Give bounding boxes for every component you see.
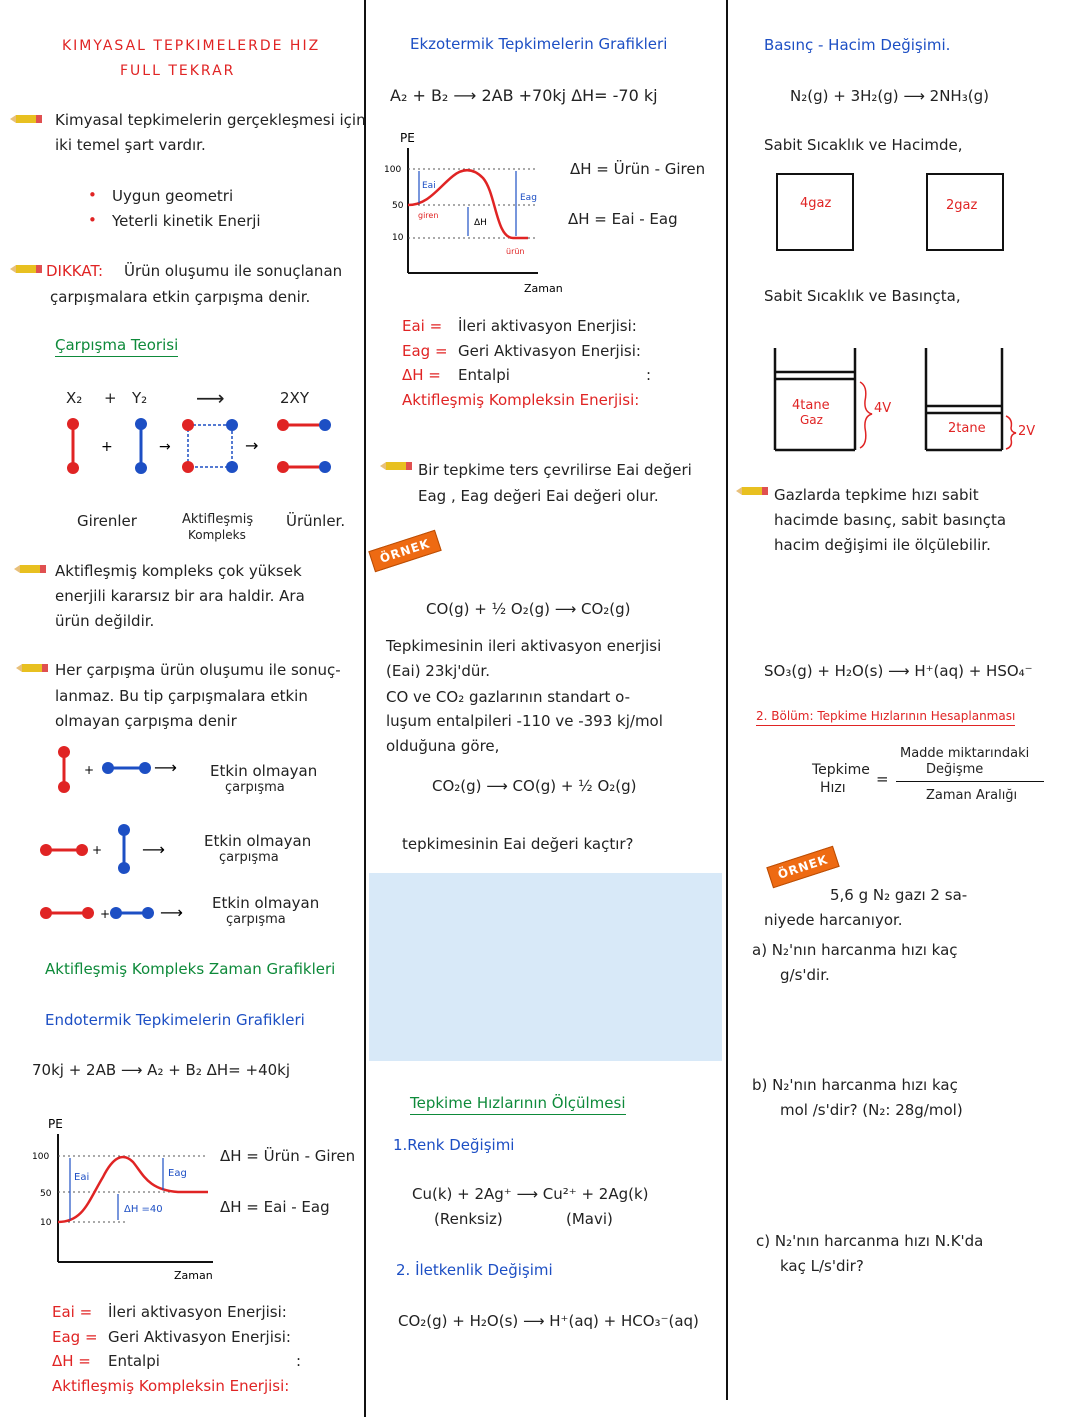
gaz-line-3: hacim değişimi ile ölçülebilir.	[774, 536, 991, 554]
ornek-text-2: (Eai) 23kj'dür.	[386, 662, 490, 680]
def-colon: :	[296, 1352, 302, 1370]
def-eag-val-2: Geri Aktivasyon Enerjisi:	[458, 342, 641, 360]
ornek-question: tepkimesinin Eai değeri kaçtır?	[402, 835, 634, 853]
etkin-label-2a: Etkin olmayan	[204, 832, 312, 850]
def-eai-val: İleri aktivasyon Enerjisi:	[108, 1303, 287, 1321]
etkin-label-1a: Etkin olmayan	[210, 762, 318, 780]
cyl-2-label: 2tane	[948, 421, 986, 436]
label-aktif-2: Kompleks	[188, 528, 246, 542]
exo-tick-10: 10	[392, 233, 404, 243]
question-c-1: c) N₂'nın harcanma hızı N.K'da	[756, 1232, 984, 1250]
exo-tick-50: 50	[392, 201, 404, 211]
sabit-basinc: Sabit Sıcaklık ve Basınçta,	[764, 287, 961, 305]
hiz-equals: =	[876, 770, 889, 788]
column-divider-1	[364, 0, 366, 1417]
ineffective-collision-2	[38, 822, 188, 878]
def-eag-key: Eag =	[52, 1328, 98, 1346]
bullet-geometri: Uygun geometri	[112, 187, 234, 205]
pencil-icon	[380, 460, 414, 472]
basinc-title: Basınç - Hacim Değişimi.	[764, 36, 951, 54]
ornek-text-4: luşum entalpileri -110 ve -393 kj/mol	[386, 712, 663, 730]
cyl-1-label-b: Gaz	[800, 413, 823, 427]
n2-equation: N₂(g) + 3H₂(g) ⟶ 2NH₃(g)	[790, 87, 989, 105]
question-a-2: g/s'dir.	[780, 966, 830, 984]
sabit-hacim: Sabit Sıcaklık ve Hacimde,	[764, 136, 963, 154]
svg-text:+: +	[100, 907, 111, 921]
exo-eag: Eag	[520, 193, 537, 203]
pencil-icon	[10, 263, 44, 275]
exo-eai: Eai	[422, 181, 436, 191]
example-line-1: 5,6 g N₂ gazı 2 sa-	[830, 886, 968, 904]
page-title: KIMYASAL TEPKIMELERDE HIZ	[62, 38, 321, 54]
label-urunler: Ürünler.	[286, 512, 346, 530]
svg-text:⟶: ⟶	[154, 758, 177, 777]
svg-text:⟶: ⟶	[160, 903, 183, 922]
question-b-1: b) N₂'nın harcanma hızı kaç	[752, 1076, 958, 1094]
ornek-text-3: CO ve CO₂ gazlarının standart o-	[386, 688, 631, 706]
svg-text:→: →	[245, 436, 259, 455]
hiz-numerator-2: Değişme	[926, 762, 984, 777]
pencil-icon	[16, 662, 50, 674]
column-divider-2	[726, 0, 728, 1400]
endo-eai: Eai	[74, 1172, 90, 1183]
eq-y2: Y₂	[132, 389, 148, 407]
renk-sub-1: (Renksiz)	[434, 1210, 503, 1228]
def-eai-key-2: Eai =	[402, 317, 443, 335]
exo-urun: ürün	[506, 247, 525, 256]
etkin-label-1b: çarpışma	[225, 780, 285, 795]
her-line-1: Her çarpışma ürün oluşumu ile sonuç-	[55, 661, 341, 679]
example-line-2: niyede harcanıyor.	[764, 911, 903, 929]
def-eag-key-2: Eag =	[402, 342, 448, 360]
svg-text:+: +	[84, 763, 95, 777]
eq-x2: X₂	[66, 389, 83, 407]
renk-sub-2: (Mavi)	[566, 1210, 613, 1228]
ineffective-collision-3	[38, 898, 188, 928]
her-line-3: olmayan çarpışma denir	[55, 712, 237, 730]
collision-diagram	[55, 410, 345, 480]
aktif-note-2: enerjili kararsız bir ara haldir. Ara	[55, 587, 305, 605]
endo-pe-label: PE	[48, 1117, 63, 1131]
exo-giren: giren	[418, 211, 439, 220]
pencil-icon	[736, 485, 770, 497]
cyl-1-label-a: 4tane	[792, 398, 830, 413]
intro-line-1: Kimyasal tepkimelerin gerçekleşmesi için	[55, 111, 366, 129]
eq-arrow: ⟶	[196, 386, 225, 410]
endo-formula-2: ΔH = Eai - Eag	[220, 1198, 330, 1216]
ters-line-2: Eag , Eag değeri Eai değeri olur.	[418, 487, 659, 505]
hiz-numerator-1: Madde miktarındaki	[900, 746, 1030, 761]
gas-box-1	[776, 173, 854, 251]
def-dh-key: ΔH =	[52, 1352, 91, 1370]
so3-equation: SO₃(g) + H₂O(s) ⟶ H⁺(aq) + HSO₄⁻	[764, 662, 1033, 680]
bullet-dot-1: •	[88, 186, 97, 204]
dikkat-label: DIKKAT:	[46, 262, 104, 280]
olcum-title: Tepkime Hızlarının Ölçülmesi	[410, 1094, 626, 1115]
dikkat-line-1: Ürün oluşumu ile sonuçlanan	[124, 262, 343, 280]
exo-title: Ekzotermik Tepkimelerin Grafikleri	[410, 35, 668, 53]
page-subtitle: FULL TEKRAR	[120, 63, 236, 79]
aktif-note-3: ürün değildir.	[55, 612, 155, 630]
eq-2xy: 2XY	[280, 389, 309, 407]
hiz-fraction-bar	[896, 781, 1044, 782]
ornek-badge: ÖRNEK	[368, 530, 441, 573]
dikkat-line-2: çarpışmalara etkin çarpışma denir.	[50, 288, 311, 306]
endothermic-graph	[28, 1112, 218, 1287]
aktif-graf-title: Aktifleşmiş Kompleks Zaman Grafikleri	[45, 960, 336, 978]
renk-title: 1.Renk Değişimi	[393, 1136, 515, 1154]
def-aktif-2: Aktifleşmiş Kompleksin Enerjisi:	[402, 391, 640, 409]
exo-formula-1: ΔH = Ürün - Giren	[570, 160, 706, 178]
pencil-icon	[10, 113, 44, 125]
svg-text:⟶: ⟶	[142, 840, 165, 859]
def-dh-val: Entalpi	[108, 1352, 160, 1370]
renk-equation: Cu(k) + 2Ag⁺ ⟶ Cu²⁺ + 2Ag(k)	[412, 1185, 649, 1203]
exo-zaman: Zaman	[524, 282, 563, 295]
ineffective-collision-1	[50, 742, 190, 802]
def-eai-val-2: İleri aktivasyon Enerjisi:	[458, 317, 637, 335]
gas-box-2-label: 2gaz	[946, 198, 978, 213]
label-girenler: Girenler	[77, 512, 137, 530]
svg-text:+: +	[92, 843, 103, 857]
label-aktif-1: Aktifleşmiş	[182, 512, 254, 527]
iletken-equation: CO₂(g) + H₂O(s) ⟶ H⁺(aq) + HCO₃⁻(aq)	[398, 1312, 699, 1330]
ornek-text-1: Tepkimesinin ileri aktivasyon enerjisi	[386, 637, 662, 655]
gaz-line-1: Gazlarda tepkime hızı sabit	[774, 486, 979, 504]
exo-pe-label: PE	[400, 131, 415, 145]
gaz-line-2: hacimde basınç, sabit basınçta	[774, 511, 1007, 529]
ornek-eq-2: CO₂(g) ⟶ CO(g) + ½ O₂(g)	[432, 777, 637, 795]
question-c-2: kaç L/s'dir?	[780, 1257, 864, 1275]
hiz-left-1: Tepkime	[812, 762, 870, 778]
pencil-icon	[14, 563, 48, 575]
her-line-2: lanmaz. Bu tip çarpışmalara etkin	[55, 687, 308, 705]
ters-line-1: Bir tepkime ters çevrilirse Eai değeri	[418, 461, 692, 479]
endo-tick-50: 50	[40, 1189, 52, 1199]
def-colon-2: :	[646, 366, 652, 384]
question-a-1: a) N₂'nın harcanma hızı kaç	[752, 941, 958, 959]
endo-tick-100: 100	[32, 1152, 50, 1162]
svg-text:→: →	[159, 439, 171, 455]
hiz-left-2: Hızı	[820, 780, 846, 796]
def-dh-key-2: ΔH =	[402, 366, 441, 384]
exothermic-graph	[378, 128, 563, 298]
answer-box	[369, 873, 722, 1061]
etkin-label-3a: Etkin olmayan	[212, 894, 320, 912]
ornek-text-5: olduğuna göre,	[386, 737, 500, 755]
endo-eag: Eag	[168, 1168, 187, 1179]
carpisma-teorisi-title: Çarpışma Teorisi	[55, 336, 178, 357]
question-b-2: mol /s'dir? (N₂: 28g/mol)	[780, 1101, 963, 1119]
bullet-dot-2: •	[88, 211, 97, 229]
etkin-label-2b: çarpışma	[219, 850, 279, 865]
iletken-title: 2. İletkenlik Değişimi	[396, 1261, 553, 1279]
endo-tick-10: 10	[40, 1218, 52, 1228]
svg-text:+: +	[101, 439, 113, 455]
etkin-label-3b: çarpışma	[226, 912, 286, 927]
eq-plus: +	[104, 389, 117, 407]
bullet-enerji: Yeterli kinetik Enerji	[112, 212, 261, 230]
endo-title: Endotermik Tepkimelerin Grafikleri	[45, 1011, 305, 1029]
exo-formula-2: ΔH = Eai - Eag	[568, 210, 678, 228]
endo-equation: 70kj + 2AB ⟶ A₂ + B₂ ΔH= +40kj	[32, 1061, 291, 1079]
endo-zaman: Zaman	[174, 1269, 213, 1282]
hiz-denominator: Zaman Aralığı	[926, 788, 1018, 803]
def-dh-val-2: Entalpi	[458, 366, 510, 384]
def-eag-val: Geri Aktivasyon Enerjisi:	[108, 1328, 291, 1346]
intro-line-2: iki temel şart vardır.	[55, 136, 206, 154]
endo-formula-1: ΔH = Ürün - Giren	[220, 1147, 356, 1165]
exo-equation: A₂ + B₂ ⟶ 2AB +70kj ΔH= -70 kj	[390, 86, 658, 105]
endo-dh: ΔH =40	[124, 1204, 163, 1215]
gas-box-1-label: 4gaz	[800, 196, 832, 211]
ornek-eq-1: CO(g) + ½ O₂(g) ⟶ CO₂(g)	[426, 600, 631, 618]
ornek-badge-2: ÖRNEK	[766, 846, 839, 889]
exo-dh: ΔH	[474, 218, 487, 228]
aktif-note-1: Aktifleşmiş kompleks çok yüksek	[55, 562, 302, 580]
cyl-1-volume: 4V	[874, 401, 892, 416]
def-eai-key: Eai =	[52, 1303, 93, 1321]
def-aktif: Aktifleşmiş Kompleksin Enerjisi:	[52, 1377, 290, 1395]
bolum-2-title: 2. Bölüm: Tepkime Hızlarının Hesaplanması	[756, 709, 1015, 726]
exo-tick-100: 100	[384, 165, 402, 175]
cyl-2-volume: 2V	[1018, 424, 1036, 439]
